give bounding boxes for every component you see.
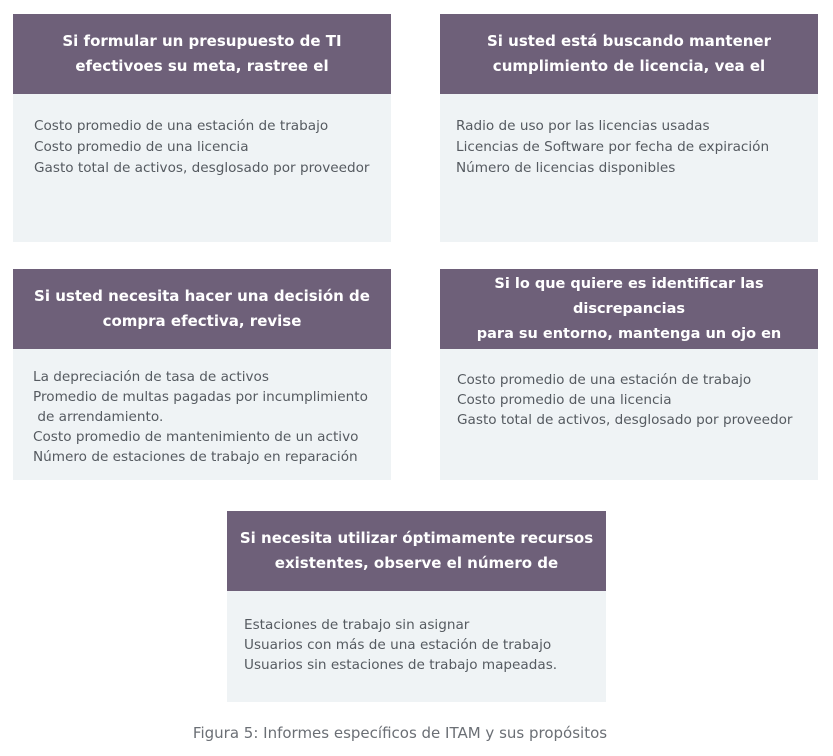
card-header bbox=[13, 14, 391, 94]
list-item: Promedio de multas pagadas por incumplimiento bbox=[33, 389, 368, 405]
card-body bbox=[440, 94, 818, 242]
card-title-line: Si formular un presupuesto de TI bbox=[62, 32, 342, 50]
card-header bbox=[440, 14, 818, 94]
list-item: Usuarios con más de una estación de trabajo bbox=[244, 637, 552, 653]
card-body bbox=[440, 349, 818, 480]
list-item: Gasto total de activos, desglosado por proveedor bbox=[34, 160, 370, 176]
card-body bbox=[13, 94, 391, 242]
list-item: de arrendamiento. bbox=[33, 409, 164, 425]
card-discrepancies bbox=[440, 269, 818, 480]
list-item: La depreciación de tasa de activos bbox=[33, 369, 269, 385]
card-title-line: Si usted necesita hacer una decisión de bbox=[34, 287, 370, 305]
card-title-line: para su entorno, mantenga un ojo en bbox=[476, 325, 782, 342]
card-purchase-decision bbox=[13, 269, 391, 480]
card-title-line: Si lo que quiere es identificar las discrepancias bbox=[494, 275, 764, 317]
card-title-line: Si necesita utilizar óptimamente recursos bbox=[239, 529, 594, 547]
list-item: Radio de uso por las licencias usadas bbox=[456, 118, 710, 134]
card-header bbox=[227, 511, 606, 591]
list-item: Usuarios sin estaciones de trabajo mapeadas. bbox=[244, 657, 558, 673]
list-item: Costo promedio de una licencia bbox=[34, 139, 249, 155]
card-resource-utilization bbox=[227, 511, 606, 702]
card-license-compliance bbox=[440, 14, 818, 242]
card-title-line: compra efectiva, revise bbox=[102, 312, 302, 330]
card-body bbox=[227, 591, 606, 702]
card-title-line: efectivoes su meta, rastree el bbox=[75, 57, 329, 75]
card-title-line: Si usted está buscando mantener bbox=[486, 32, 772, 50]
card-header bbox=[440, 269, 818, 349]
list-item: Costo promedio de mantenimiento de un activo bbox=[33, 429, 359, 445]
list-item: Estaciones de trabajo sin asignar bbox=[244, 617, 470, 633]
card-title-line: cumplimiento de licencia, vea el bbox=[492, 57, 766, 75]
list-item: Número de estaciones de trabajo en reparación bbox=[33, 449, 358, 465]
card-budget bbox=[13, 14, 391, 242]
figure-caption: Figura 5: Informes específicos de ITAM y sus propósitos bbox=[192, 724, 608, 742]
list-item: Número de licencias disponibles bbox=[456, 160, 676, 176]
list-item: Costo promedio de una estación de trabajo bbox=[457, 372, 752, 388]
list-item: Gasto total de activos, desglosado por proveedor bbox=[457, 412, 793, 428]
card-header bbox=[13, 269, 391, 349]
list-item: Licencias de Software por fecha de expiración bbox=[456, 139, 770, 155]
list-item: Costo promedio de una estación de trabajo bbox=[34, 118, 329, 134]
card-title-line: existentes, observe el número de bbox=[274, 554, 559, 572]
card-body bbox=[13, 349, 391, 480]
list-item: Costo promedio de una licencia bbox=[457, 392, 672, 408]
